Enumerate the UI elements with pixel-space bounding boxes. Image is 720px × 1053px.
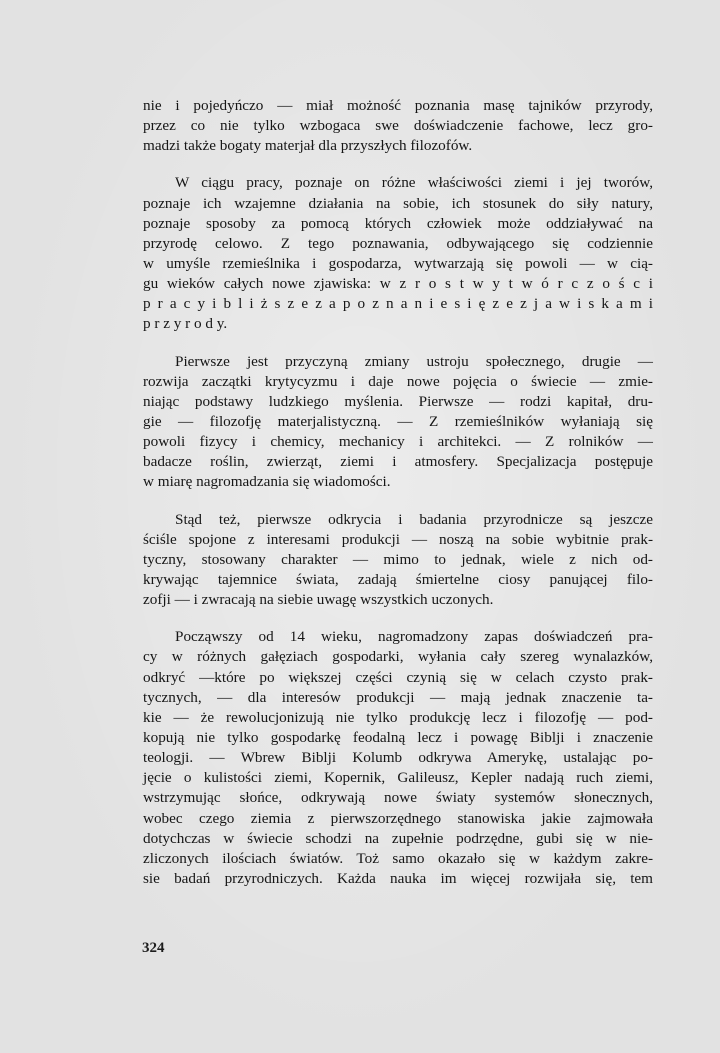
text-line: poznaje ich wzajemne działania na sobie, ich stosunek do siły natury, (143, 194, 653, 212)
text-line: Pierwsze jest przyczyną zmiany ustroju społecznego, drugie — (175, 352, 653, 370)
body-text (143, 96, 653, 889)
text-line: p r a c y i b l i ż s z e z a p o z n a n i e s i ę z e z j a w i s k a m i (143, 295, 653, 313)
text-line: kie — że rewolucjonizują nie tylko produkcję lecz i filozofję — pod- (143, 708, 653, 726)
text-line: W ciągu pracy, poznaje on różne właściwości ziemi i jej tworów, (175, 174, 653, 192)
text-line: poznaje sposoby za pomocą których człowiek może oddziaływać na (143, 214, 653, 232)
paragraph-5 (143, 627, 653, 889)
text-line: ściśle spojone z interesami produkcji — noszą na sobie wybitnie prak- (143, 530, 653, 548)
paragraph-gap (143, 610, 653, 627)
text-line: krywając tajemnice świata, zadają śmiertelne ciosy panującej filo- (143, 570, 653, 588)
text-line: Stąd też, pierwsze odkrycia i badania przyrodnicze są jeszcze (175, 510, 653, 528)
text-line: cy w różnych gałęziach gospodarki, wyłania cały szereg wynalazków, (143, 648, 653, 666)
paragraph-gap (143, 335, 653, 352)
paragraph-3 (143, 352, 653, 493)
text-line: gie — filozofję materjalistyczną. — Z rzemieślników wyłaniają się (143, 412, 653, 430)
text-line: p r z y r o d y. (143, 315, 228, 333)
text-line: Począwszy od 14 wieku, nagromadzony zapas doświadczeń pra- (175, 628, 653, 646)
text-line: przez co nie tylko wzbogaca swe doświadczenie fachowe, lecz gro- (143, 117, 653, 135)
text-line: dotychczas w świecie schodzi na zupełnie podrzędne, gubi się w nie- (143, 829, 653, 847)
paragraph-4 (143, 510, 653, 611)
text-line: rozwija zaczątki krytycyzmu i daje nowe pojęcia o świecie — zmie- (143, 372, 653, 390)
paragraph-gap (143, 493, 653, 510)
paragraph-gap (143, 156, 653, 173)
text-line: odkryć —które po większej części czynią się w celach czysto prak- (143, 668, 653, 686)
text-line: tyczny, stosowany charakter — mimo to jednak, wiele z nich od- (143, 550, 653, 568)
text-line: wstrzymując słońce, odkrywają nowe światy systemów słonecznych, (143, 789, 653, 807)
paragraph-1 (143, 96, 653, 156)
text-line: zofji — i zwracają na siebie uwagę wszystkich uczonych. (143, 591, 494, 609)
text-line: kopują nie tylko gospodarkę feodalną lecz i powagę Biblji i znaczenie (143, 728, 653, 746)
paragraph-2 (143, 173, 653, 334)
page-number: 324 (142, 940, 165, 956)
text-line: wobec czego ziemia z pierwszorzędnego stanowiska jakie zajmowała (143, 809, 653, 827)
text-line: zliczonych ilościach światów. Toż samo okazało się w każdym zakre- (143, 849, 653, 867)
text-line: nie i pojedyńczo — miał możność poznania masę tajników przyrody, (143, 97, 653, 114)
text-line: jęcie o kulistości ziemi, Kopernik, Galileusz, Kepler nadają ruch ziemi, (143, 769, 653, 787)
text-line: w umyśle rzemieślnika i gospodarza, wytwarzają się powoli — w cią- (143, 254, 653, 272)
text-line: gu wieków całych nowe zjawiska: w z r o s t w y t w ó r c z o ś c i (143, 275, 653, 293)
text-line: powoli fizycy i chemicy, mechanicy i architekci. — Z rolników — (143, 433, 653, 451)
text-line: teologji. — Wbrew Biblji Kolumb odkrywa Amerykę, ustalając po- (143, 749, 653, 767)
text-line: w miarę nagromadzania się wiadomości. (143, 473, 391, 491)
text-line: tycznych, — dla interesów produkcji — mają jednak znaczenie ta- (143, 688, 653, 706)
text-line: sie badań przyrodniczych. Każda nauka im więcej rozwijała się, tem (143, 869, 653, 887)
text-line: badacze roślin, zwierząt, ziemi i atmosfery. Specjalizacja postępuje (143, 453, 653, 471)
text-line: madzi także bogaty materjał dla przyszłych filozofów. (143, 137, 473, 155)
text-line: niając podstawy ludzkiego myślenia. Pierwsze — rodzi kapitał, dru- (143, 392, 653, 410)
text-line: przyrodę celowo. Z tego poznawania, odbywającego się codziennie (143, 234, 653, 252)
